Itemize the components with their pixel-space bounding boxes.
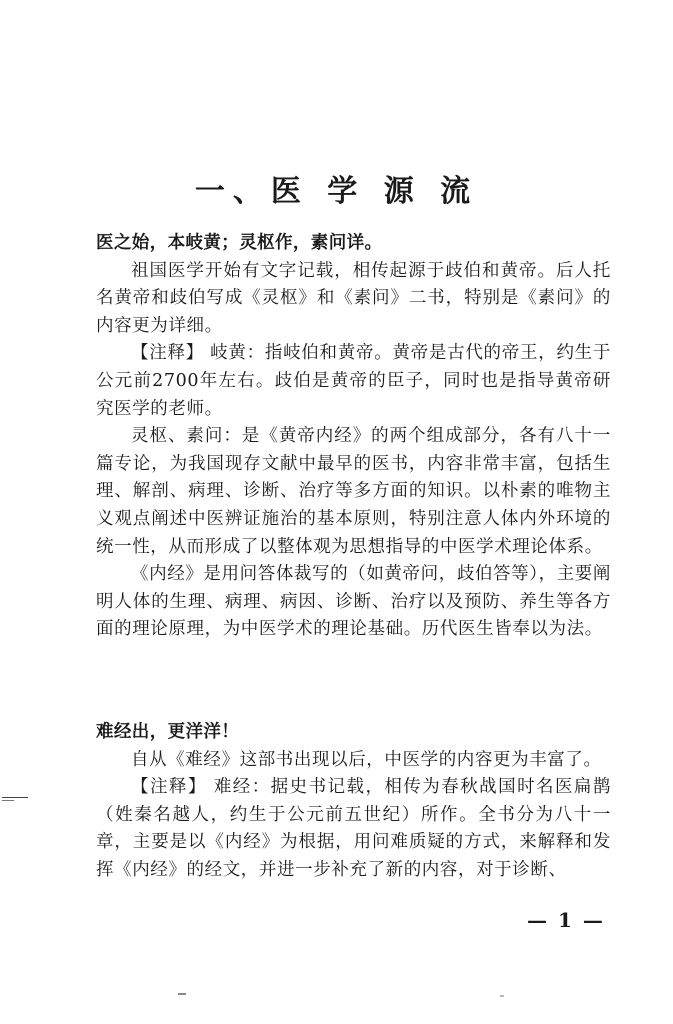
section-2 [96,719,611,885]
scan-speck [178,993,186,995]
annotation-2-1: 【注释】 难经：据史书记载，相传为春秋战国时名医扁鹊（姓秦名越人，约生于公元前五世纪）所作。全书分为八十一章，主要是以《内经》为根据，用问难质疑的方式，来解释和发挥《内经》的经文，并进一步补充了新的内容，对于诊断、 [96,777,611,880]
chapter-title: 一、医 学 源 流 [194,174,479,209]
annotation-1-2: 灵枢、素问：是《黄帝内经》的两个组成部分，各有八十一篇专论，为我国现存文献中最早的医书，内容非常丰富，包括生理、解剖、病理、诊断、治疗等多方面的知识。以朴素的唯物主义观点阐述中医辨证施治的基本原则，特别注意人体内外环境的统一性，从而形成了以整体观为思想指导的中医学术理论体系。 [96,426,611,557]
page-number: — 1 — [527,908,605,932]
verse-heading-2: 难经出，更洋洋！ [96,722,240,742]
paragraph-2-1: 自从《难经》这部书出现以后，中医学的内容更为丰富了。 [131,749,602,770]
margin-scan-mark-small [2,800,14,801]
margin-scan-mark [2,797,28,798]
scan-speck [500,995,504,997]
paragraph-1-1: 祖国医学开始有文字记载，相传起源于歧伯和黄帝。后人托名黄帝和歧伯写成《灵枢》和《素问》二书，特别是《素问》的内容更为详细。 [96,260,611,336]
paragraph-1-2: 《内经》是用问答体裁写的（如黄帝问，歧伯答等），主要阐明人体的生理、病理、病因、诊断、治疗以及预防、养生等各方面的理论原理，为中医学术的理论基础。历代医生皆奉以为法。 [96,564,611,640]
section-1 [96,230,611,644]
verse-heading-1: 医之始，本岐黄；灵枢作，素问详。 [96,233,383,253]
annotation-1-1: 【注释】 岐黄：指岐伯和黄帝。黄帝是古代的帝王，约生于公元前2700年左右。歧伯是黄帝的臣子，同时也是指导黄帝研究医学的老师。 [96,343,611,419]
